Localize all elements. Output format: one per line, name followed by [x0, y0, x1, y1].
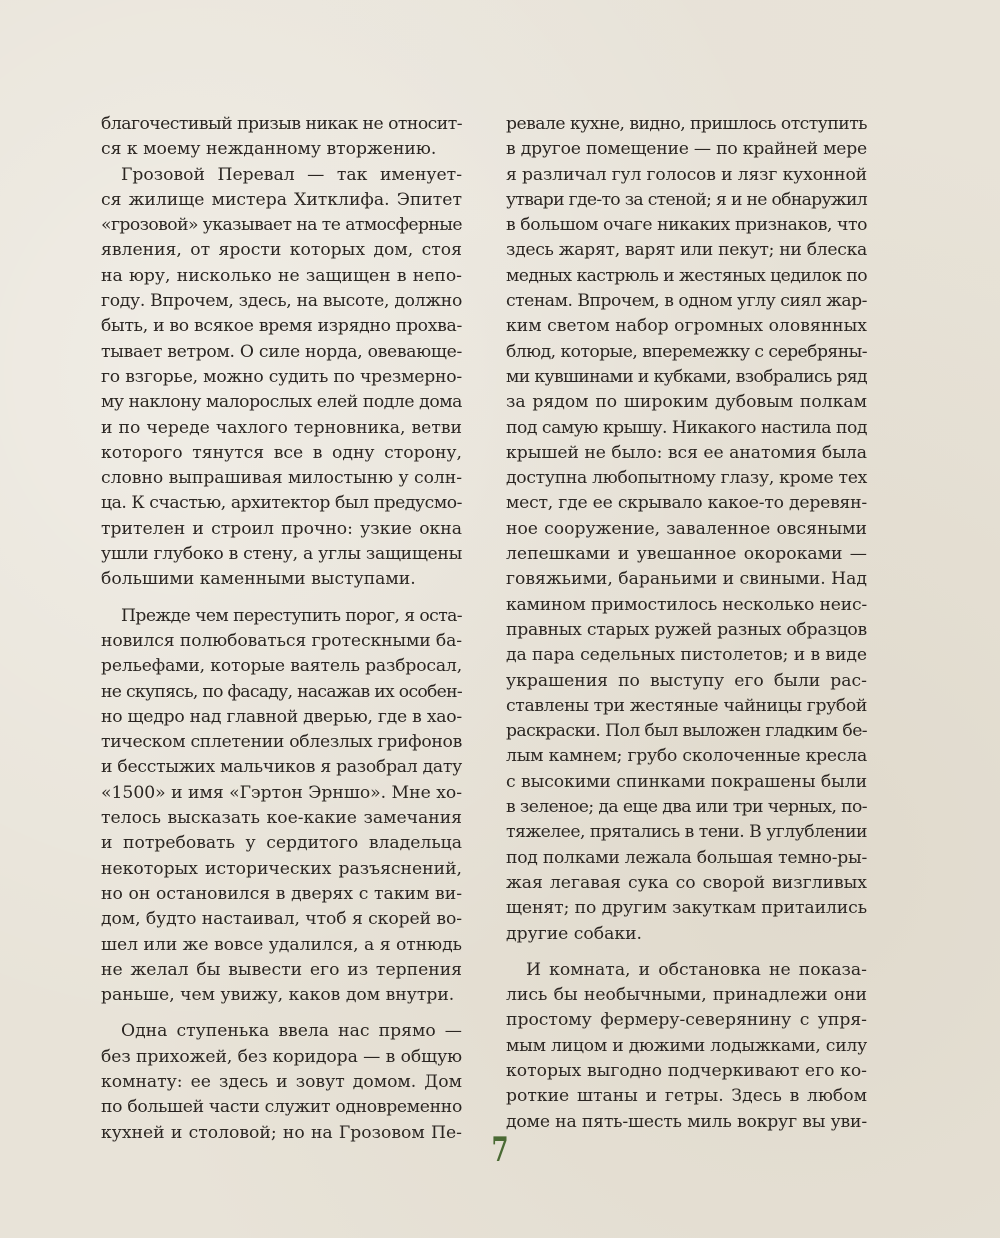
text-line: тывает ветром. О силе норда, овевающе- [101, 341, 462, 362]
text-line: я различал гул голосов и лязг кухонной [506, 164, 867, 185]
text-line: мым лицом и дюжими лодыжками, силу [506, 1035, 867, 1056]
text-line: правных старых ружей разных образцов [506, 619, 867, 640]
text-line: ца. К счастью, архитектор был предусмо- [101, 493, 462, 514]
text-line: не желал бы вывести его из терпения [101, 959, 462, 980]
paragraph [506, 112, 867, 947]
text-line: новился полюбоваться гротескными ба- [101, 630, 462, 651]
text-line: му наклону малорослых елей подле дома [101, 392, 462, 413]
paragraph-gap [101, 1008, 462, 1019]
text-line: в другое помещение — по крайней мере [506, 139, 867, 160]
text-line: ставлены три жестяные чайницы грубой [506, 695, 867, 716]
text-line: шел или же вовсе удалился, а я отнюдь [101, 934, 462, 955]
text-line: не скупясь, по фасаду, насажав их особен- [101, 681, 462, 702]
paragraph [506, 958, 867, 1135]
text-line: да пара седельных пистолетов; и в виде [506, 645, 867, 666]
text-line: роткие штаны и гетры. Здесь в любом [506, 1086, 867, 1107]
text-line: доме на пять-шесть миль вокруг вы уви- [506, 1111, 867, 1132]
text-line: в зеленое; да еще два или три черных, по- [506, 797, 867, 818]
text-line: по большей части служит одновременно [101, 1097, 462, 1118]
text-line: рельефами, которые ваятель разбросал, [101, 656, 462, 677]
paragraph [101, 604, 462, 1009]
text-line: ревале кухне, видно, пришлось отступить [506, 114, 867, 134]
text-line: «грозовой» указывает на те атмосферные [101, 215, 462, 236]
text-line: и потребовать у сердитого владельца [101, 833, 462, 854]
text-line: крышей не было: вся ее анатомия была [506, 442, 867, 463]
paragraph [101, 163, 462, 593]
page-number: 7 [491, 1130, 509, 1170]
text-line: быть, и во всякое время изрядно прохва- [101, 316, 462, 337]
paragraph [101, 112, 462, 163]
text-line: на юру, нисколько не защищен в непо- [101, 265, 462, 286]
text-line: говяжьими, бараньими и свиными. Над [506, 569, 867, 590]
text-line: лым камнем; грубо сколоченные кресла [506, 746, 867, 767]
text-line: И комната, и обстановка не показа- [526, 959, 867, 980]
text-line: жая легавая сука со сворой визгливых [506, 872, 867, 893]
text-line: явления, от ярости которых дом, стоя [101, 240, 462, 261]
text-line: утвари где-то за стеной; я и не обнаружил [506, 189, 867, 210]
text-line: другие собаки. [506, 923, 643, 944]
text-line: большими каменными выступами. [101, 569, 416, 590]
text-line: мест, где ее скрывало какое-то деревян- [506, 493, 867, 514]
text-line: в большом очаге никаких признаков, что [506, 215, 867, 236]
text-line: стенам. Впрочем, в одном углу сиял жар- [506, 291, 867, 312]
text-line: камином примостилось несколько неис- [506, 594, 867, 615]
text-line: раньше, чем увижу, каков дом внутри. [101, 985, 455, 1006]
text-line: лепешками и увешанное окороками — [506, 544, 867, 565]
text-line: Прежде чем переступить порог, я оста- [121, 605, 462, 626]
text-line: ся к моему нежданному вторжению. [101, 139, 437, 160]
text-line: ушли глубоко в стену, а углы защищены [101, 544, 462, 565]
text-line: Грозовой Перевал — так именует- [121, 164, 462, 185]
text-line: здесь жарят, варят или пекут; ни блеска [506, 240, 867, 261]
text-line: некоторых исторических разъяснений, [101, 858, 462, 879]
text-line: украшения по выступу его были рас- [506, 670, 867, 691]
text-line: щенят; по другим закуткам притаились [506, 898, 867, 919]
text-line: телось высказать кое-какие замечания [101, 808, 462, 829]
text-line: медных кастрюль и жестяных цедилок по [506, 265, 867, 286]
text-line: раскраски. Пол был выложен гладким бе- [506, 721, 867, 742]
text-line: без прихожей, без коридора — в общую [101, 1046, 462, 1067]
text-line: комнату: ее здесь и зовут домом. Дом [101, 1071, 462, 1092]
text-line: простому фермеру-северянину с упря- [506, 1010, 867, 1031]
text-line: тяжелее, прятались в тени. В углублении [506, 822, 867, 843]
text-line: году. Впрочем, здесь, на высоте, должно [101, 291, 462, 312]
text-line: и по череде чахлого терновника, ветви [101, 417, 462, 438]
text-line: которого тянутся все в одну сторону, [101, 442, 462, 463]
paragraph [101, 1019, 462, 1145]
text-line: кухней и столовой; но на Грозовом Пе- [101, 1122, 462, 1143]
text-line: лись бы необычными, принадлежи они [506, 985, 867, 1006]
text-line: ное сооружение, заваленное овсяными [506, 518, 867, 539]
text-line: ми кувшинами и кубками, взобрались ряд [506, 366, 867, 387]
paragraph-gap [506, 947, 867, 958]
text-line: «1500» и имя «Гэртон Эрншо». Мне хо- [101, 782, 462, 803]
text-line: ся жилище мистера Хитклифа. Эпитет [101, 189, 462, 210]
text-line: словно выпрашивая милостыню у солн- [101, 468, 462, 489]
text-line: го взгорье, можно судить по чрезмерно- [101, 366, 462, 387]
text-column-right [506, 112, 867, 1135]
text-column-left [101, 112, 462, 1146]
text-line: тическом сплетении облезлых грифонов [101, 732, 462, 753]
text-line: ким светом набор огромных оловянных [506, 316, 867, 337]
text-line: Одна ступенька ввела нас прямо — [121, 1021, 462, 1042]
text-line: блюд, которые, вперемежку с серебряны- [506, 341, 867, 362]
text-line: благочестивый призыв никак не относит- [101, 114, 462, 134]
text-line: доступна любопытному глазу, кроме тех [506, 468, 867, 489]
text-line: но щедро над главной дверью, где в хао- [101, 706, 462, 727]
text-line: но он остановился в дверях с таким ви- [101, 883, 462, 904]
text-line: и бесстыжих мальчиков я разобрал дату [101, 757, 462, 778]
text-line: под самую крышу. Никакого настила под [506, 417, 867, 438]
text-line: с высокими спинками покрашены были [506, 771, 867, 792]
paragraph-gap [101, 593, 462, 604]
text-line: под полками лежала большая темно-ры- [506, 847, 867, 868]
text-line: трителен и строил прочно: узкие окна [101, 518, 462, 539]
text-line: которых выгодно подчеркивают его ко- [506, 1060, 867, 1081]
text-line: дом, будто настаивал, чтоб я скорей во- [101, 909, 462, 930]
text-line: за рядом по широким дубовым полкам [506, 392, 867, 413]
